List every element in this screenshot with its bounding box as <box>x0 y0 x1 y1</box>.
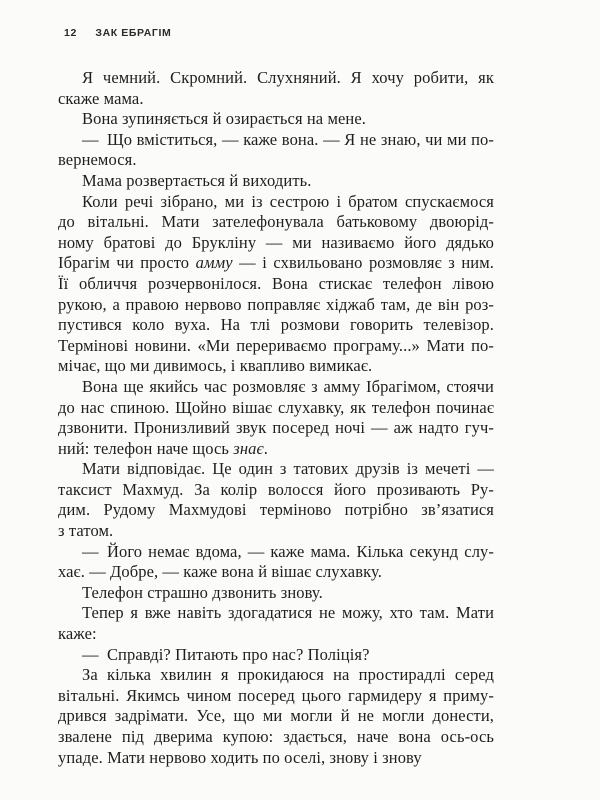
text-line: мічає, що ми дивимось, і квапливо вимикає. <box>58 356 373 376</box>
text-line: Телефон страшно дзвонить знову. <box>82 582 323 602</box>
text-line: дзвонити. Пронизливий звук посеред ночі — аж надто гуч- <box>58 418 494 438</box>
text-line: За кілька хвилин я прокидаюся на простирадлі серед <box>82 665 494 685</box>
text-line: — Що вміститься, — каже вона. — Я не знаю, чи ми по- <box>82 129 494 149</box>
text-line: пустився коло вуха. На тлі розмови говорить телевізор. <box>58 315 494 335</box>
text-line: — Його немає вдома, — каже мама. Кілька секунд слу- <box>82 541 494 561</box>
text-line: скаже мама. <box>58 88 144 108</box>
text-line: звалене під дверима купою: здається, наче вона ось-ось <box>58 727 494 746</box>
text-line: Вона ще якийсь час розмовляє з амму Ібрагімом, стоячи <box>82 376 494 396</box>
text-line: ному братові до Брукліну — ми називаємо його дядько <box>58 232 494 252</box>
text-line: рукою, а правою нервово поправляє хіджаб там, де він роз- <box>58 294 494 314</box>
body-text <box>58 68 494 768</box>
text-line: упаде. Мати нервово ходить по оселі, знову і знову <box>58 747 422 767</box>
text-line: ний: телефон наче щось знає. <box>58 438 268 458</box>
text-line: Мама розвертається й виходить. <box>82 170 312 190</box>
text-line: Термінові новини. «Ми перериваємо програму...» Мати по- <box>58 335 494 355</box>
text-line: Ібрагім чи просто амму — і схвильовано розмовляє з ним. <box>58 253 494 273</box>
text-line: каже: <box>58 624 97 644</box>
text-line: Вона зупиняється й озирається на мене. <box>82 109 366 129</box>
text-line: — Справді? Питають про нас? Поліція? <box>82 644 370 664</box>
text-line: вернемося. <box>58 150 137 170</box>
running-head-title: ЗАК ЕБРАГІМ <box>95 27 172 39</box>
text-line: дим. Рудому Махмудові терміново потрібно зв’язатися <box>58 500 494 520</box>
text-line: Я чемний. Скромний. Слухняний. Я хочу робити, як <box>82 68 494 87</box>
text-line: до вітальні. Мати зателефонувала батьковому двоюрід- <box>58 212 494 232</box>
text-line: Мати відповідає. Це один з татових друзів із мечеті — <box>82 459 494 479</box>
text-line: з татом. <box>58 521 114 541</box>
running-header <box>64 27 171 39</box>
text-line: дрився задрімати. Усе, що ми могли й не могли донести, <box>58 706 494 726</box>
text-line: Коли речі зібрано, ми із сестрою і братом спускаємося <box>82 191 494 211</box>
text-line: Її обличчя розчервонілося. Вона стискає телефон лівою <box>58 273 494 293</box>
text-line: Тепер я вже навіть здогадатися не можу, хто там. Мати <box>82 603 494 623</box>
text-line: вітальні. Якимсь чином посеред цього гармидеру я приму- <box>58 685 494 705</box>
text-line: хає. — Добре, — каже вона й вішає слухавку. <box>58 562 382 582</box>
page-number: 12 <box>64 27 77 39</box>
text-line: таксист Махмуд. За колір волосся його прозивають Ру- <box>58 479 494 499</box>
text-line: до нас спиною. Щойно вішає слухавку, як телефон починає <box>58 397 494 417</box>
